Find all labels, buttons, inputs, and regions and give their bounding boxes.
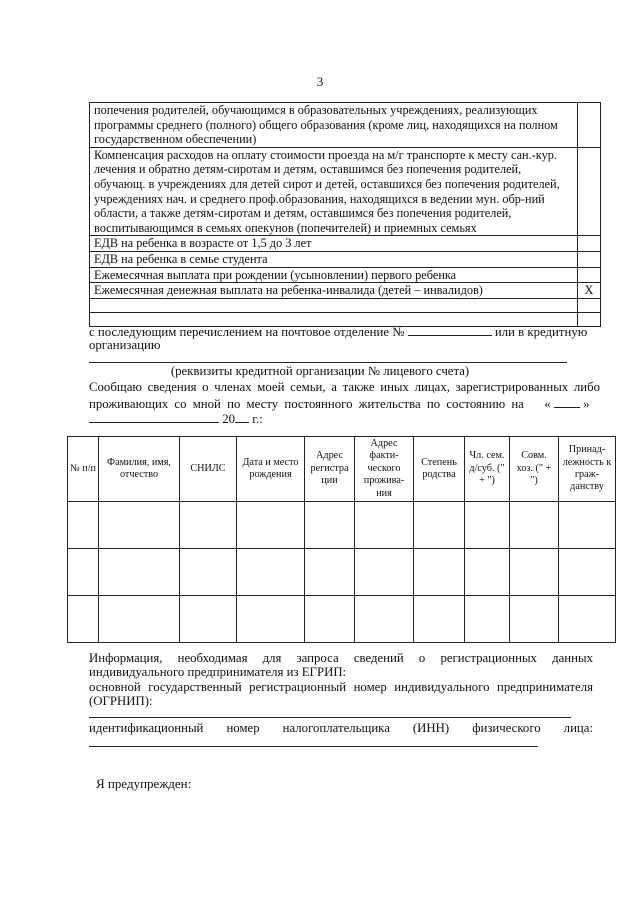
family-table-cell[interactable] xyxy=(99,549,180,596)
ogrnip-field[interactable] xyxy=(89,717,571,718)
family-table-cell[interactable] xyxy=(510,596,559,643)
family-column-header: Фамилия, имя, отчество xyxy=(99,437,180,502)
egrip-line-4: (ОГРНИП): xyxy=(89,694,153,708)
family-column-header: Совм. хоз. (" + ") xyxy=(510,437,559,502)
family-table-cell[interactable] xyxy=(414,549,465,596)
benefit-label: попечения родителей, обучающимся в образовательных учреждениях, реализующих программы среднего (полного) общего образования (кроме лиц, находящихся на полном государственном обеспечении) xyxy=(90,103,578,148)
month-field[interactable] xyxy=(89,410,219,423)
family-table-cell[interactable] xyxy=(510,549,559,596)
family-table-cell[interactable] xyxy=(465,549,510,596)
benefit-checkbox[interactable] xyxy=(578,298,601,312)
family-table-cell[interactable] xyxy=(355,549,414,596)
family-table-cell[interactable] xyxy=(559,549,616,596)
benefit-row xyxy=(90,251,601,267)
family-column-header: Принад-лежность к граж-данству xyxy=(559,437,616,502)
family-table-cell[interactable] xyxy=(237,596,305,643)
family-table-cell[interactable] xyxy=(305,596,355,643)
warned-label: Я предупрежден: xyxy=(96,776,192,791)
family-column-header: Адрес регистра ции xyxy=(305,437,355,502)
benefit-checkbox[interactable] xyxy=(578,251,601,267)
family-table-cell[interactable] xyxy=(559,596,616,643)
family-intro-line-1: Сообщаю сведения о членах моей семьи, а также иных лицах, зарегистрированных либо xyxy=(89,380,600,394)
benefit-checkbox[interactable] xyxy=(578,103,601,148)
family-table-cell[interactable] xyxy=(99,596,180,643)
family-table-cell[interactable] xyxy=(510,502,559,549)
family-table-cell[interactable] xyxy=(305,502,355,549)
family-table-cell[interactable] xyxy=(355,596,414,643)
benefit-row xyxy=(90,283,601,299)
family-column-header: № п/п xyxy=(68,437,99,502)
benefit-checkbox[interactable] xyxy=(578,267,601,283)
page-number: 3 xyxy=(316,74,324,89)
family-table xyxy=(67,436,616,643)
transfer-text-a: с последующим перечислением на почтовое отделение № xyxy=(89,325,405,339)
family-table-cell[interactable] xyxy=(237,549,305,596)
benefit-label: ЕДВ на ребенка в семье студента xyxy=(90,251,578,267)
benefit-row xyxy=(90,147,601,236)
family-intro-line-3 xyxy=(89,410,263,427)
family-table-cell[interactable] xyxy=(180,502,237,549)
family-table-row xyxy=(68,549,616,596)
family-table-cell[interactable] xyxy=(305,549,355,596)
family-table-cell[interactable] xyxy=(414,502,465,549)
egrip-line-2: индивидуального предпринимателя из ЕГРИП: xyxy=(89,665,347,679)
family-table-row xyxy=(68,596,616,643)
year-field[interactable] xyxy=(235,410,249,423)
family-column-header: Степень родства xyxy=(414,437,465,502)
family-table-cell[interactable] xyxy=(465,502,510,549)
family-table-cell[interactable] xyxy=(414,596,465,643)
benefit-row xyxy=(90,236,601,252)
family-column-header: Чл. сем. д/суб. (" + ") xyxy=(465,437,510,502)
quote-close: » xyxy=(583,397,590,411)
benefit-checkbox[interactable]: X xyxy=(578,283,601,299)
family-column-header: Адрес факти-ческого прожива-ния xyxy=(355,437,414,502)
benefit-row xyxy=(90,103,601,148)
benefit-label xyxy=(90,298,578,312)
family-table-cell[interactable] xyxy=(237,502,305,549)
family-table-cell[interactable] xyxy=(465,596,510,643)
benefit-label: ЕДВ на ребенка в возрасте от 1,5 до 3 лет xyxy=(90,236,578,252)
family-table-cell[interactable] xyxy=(68,502,99,549)
benefit-label: Ежемесячная денежная выплата на ребенка-инвалида (детей – инвалидов) xyxy=(90,283,578,299)
family-table-cell[interactable] xyxy=(68,549,99,596)
family-column-header: СНИЛС xyxy=(180,437,237,502)
inn-line: идентификационный номер налогоплательщика (ИНН) физического лица: xyxy=(89,721,593,735)
family-intro-text: проживающих со мной по месту постоянного жительства по состоянию на xyxy=(89,397,524,411)
inn-field[interactable] xyxy=(89,746,538,747)
benefit-checkbox[interactable] xyxy=(578,236,601,252)
benefits-table xyxy=(89,102,601,327)
family-table-cell[interactable] xyxy=(180,596,237,643)
benefit-label: Ежемесячная выплата при рождении (усыновлении) первого ребенка xyxy=(90,267,578,283)
post-office-number-field[interactable] xyxy=(408,323,492,336)
benefit-label: Компенсация расходов на оплату стоимости проезда на м/г транспорте к месту сан.-кур. лечения и обратно детям-сиротам и детям, оставшимся без попечения родителей, обучающ. в учреждениях для детей сирот и детей, оставшихся без попечения родителей, учреждениях нач. и среднего проф.образования, находящихся в ведении мун. обр-ний области, а также детям-сиротам и детям, оставшимся без попечения родителей, воспитывающимся в семьях опекунов (попечителей) и приемных семьях xyxy=(90,147,578,236)
family-table-cell[interactable] xyxy=(68,596,99,643)
transfer-text-b: или в кредитную xyxy=(494,325,588,339)
family-table-cell[interactable] xyxy=(559,502,616,549)
family-table-row xyxy=(68,502,616,549)
benefit-row xyxy=(90,267,601,283)
benefit-row xyxy=(90,298,601,312)
egrip-line-3: основной государственный регистрационный номер индивидуального предпринимателя xyxy=(89,680,593,694)
transfer-line-2: организацию xyxy=(89,338,161,352)
bank-details-caption: (реквизиты кредитной организации № лицевого счета) xyxy=(170,364,470,378)
year-suffix: г.: xyxy=(252,412,263,426)
family-table-cell[interactable] xyxy=(99,502,180,549)
egrip-line-1: Информация, необходимая для запроса сведений о регистрационных данных xyxy=(89,651,593,665)
year-prefix: 20 xyxy=(222,412,235,426)
family-column-header: Дата и место рождения xyxy=(237,437,305,502)
family-table-cell[interactable] xyxy=(355,502,414,549)
quote-open: « xyxy=(544,397,551,411)
benefit-checkbox[interactable] xyxy=(578,147,601,236)
family-table-cell[interactable] xyxy=(180,549,237,596)
transfer-line-1 xyxy=(89,323,587,340)
bank-details-field[interactable] xyxy=(89,362,567,363)
day-field[interactable] xyxy=(554,395,580,408)
